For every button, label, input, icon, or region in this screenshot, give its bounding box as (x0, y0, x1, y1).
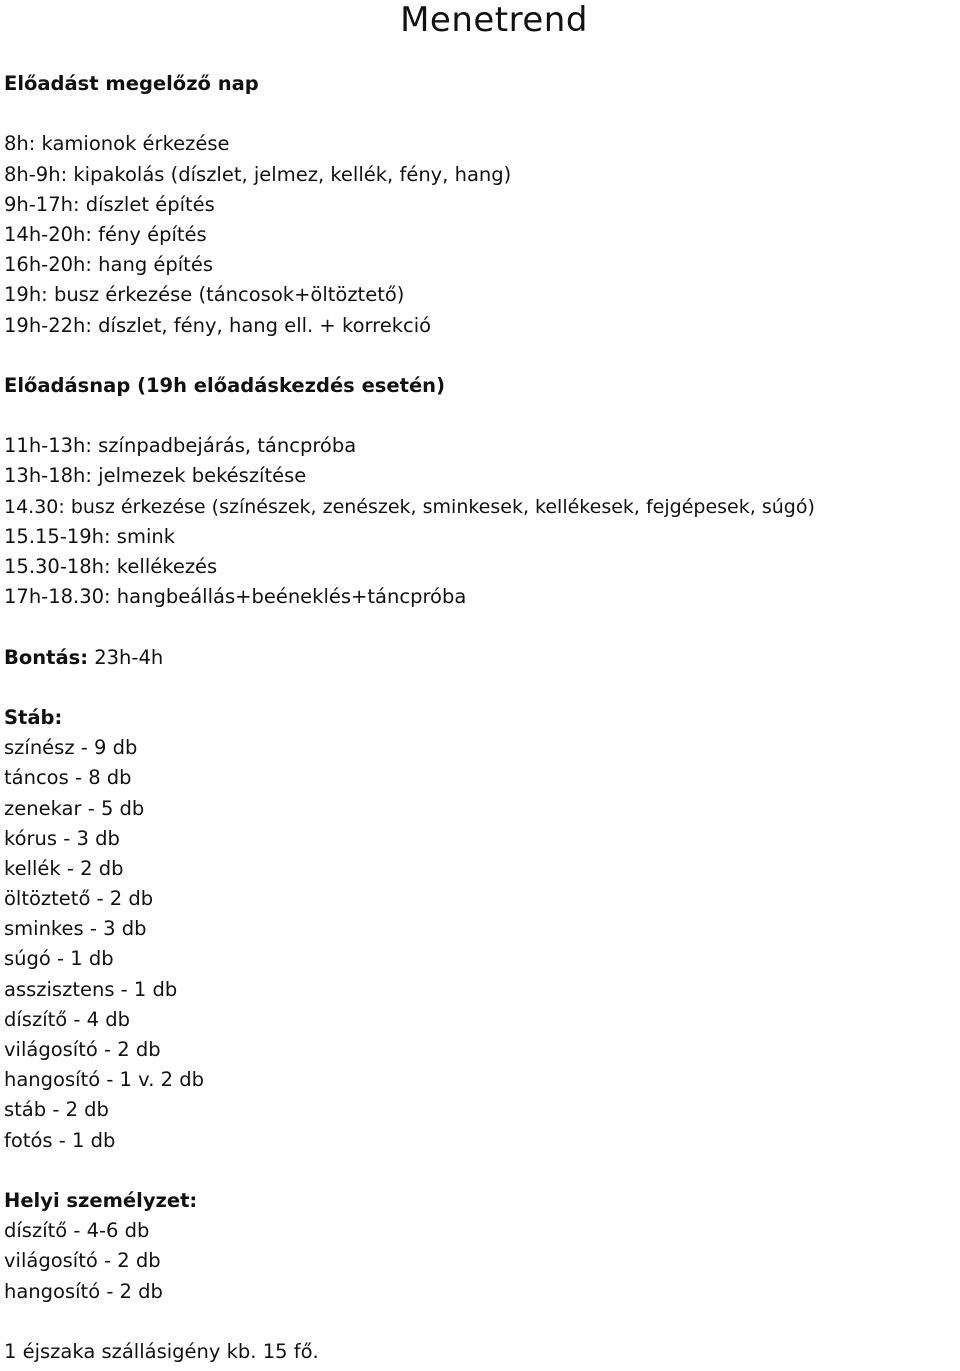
day-before-list (4, 129, 956, 340)
crew-item: színész - 9 db (4, 736, 138, 760)
spacer (4, 401, 956, 431)
spacer (4, 341, 956, 371)
spacer (4, 1156, 956, 1186)
schedule-item: 8h: kamionok érkezése (4, 132, 230, 156)
section-heading-day-before: Előadást megelőző nap (4, 72, 259, 95)
crew-item: öltöztető - 2 db (4, 887, 154, 911)
schedule-item: 17h-18.30: hangbeállás+beéneklés+táncpróba (4, 585, 467, 609)
teardown-value: 23h-4h (88, 645, 164, 669)
crew-item: hangosító - 1 v. 2 db (4, 1068, 204, 1092)
local-staff-item: világosító - 2 db (4, 1249, 161, 1273)
spacer (4, 1307, 956, 1337)
section-heading-crew: Stáb: (4, 705, 63, 729)
crew-item: asszisztens - 1 db (4, 977, 178, 1001)
schedule-item: 15.30-18h: kellékezés (4, 555, 218, 578)
accommodation-note: 1 éjszaka szállásigény kb. 15 fő. (4, 1339, 319, 1363)
schedule-item: 9h-17h: díszlet építés (4, 192, 215, 216)
teardown-label: Bontás: (4, 645, 89, 669)
schedule-item: 14h-20h: fény építés (4, 222, 207, 246)
local-staff-item: díszítő - 4-6 db (4, 1219, 150, 1243)
crew-item: súgó - 1 db (4, 947, 114, 971)
crew-list (4, 733, 956, 1156)
crew-item: fotós - 1 db (4, 1128, 116, 1152)
spacer (4, 673, 956, 703)
spacer (4, 99, 956, 129)
schedule-item: 8h-9h: kipakolás (díszlet, jelmez, kellék, fény, hang) (4, 162, 512, 186)
crew-item: világosító - 2 db (4, 1038, 161, 1061)
schedule-item: 19h: busz érkezése (táncosok+öltöztető) (4, 283, 405, 307)
schedule-document (4, 69, 956, 1367)
section-heading-show-day: Előadásnap (19h előadáskezdés esetén) (4, 373, 445, 397)
local-staff-list (4, 1216, 956, 1307)
crew-item: stáb - 2 db (4, 1098, 109, 1122)
teardown-line (4, 643, 956, 673)
local-staff-item: hangosító - 2 db (4, 1279, 163, 1303)
schedule-item: 19h-22h: díszlet, fény, hang ell. + korrekció (4, 313, 432, 337)
schedule-item: 16h-20h: hang építés (4, 253, 213, 277)
schedule-item: 15.15-19h: smink (4, 524, 176, 548)
schedule-item: 13h-18h: jelmezek bekészítése (4, 464, 307, 488)
schedule-item: 11h-13h: színpadbejárás, táncpróba (4, 434, 357, 458)
spacer (4, 612, 956, 642)
crew-item: kellék - 2 db (4, 856, 124, 880)
crew-item: sminkes - 3 db (4, 917, 147, 941)
crew-item: díszítő - 4 db (4, 1007, 130, 1031)
page-title: Menetrend (400, 0, 588, 40)
crew-item: zenekar - 5 db (4, 796, 145, 820)
crew-item: kórus - 3 db (4, 826, 120, 850)
section-heading-local-staff: Helyi személyzet: (4, 1188, 198, 1212)
schedule-item: 14.30: busz érkezése (színészek, zenészek, sminkesek, kellékesek, fejgépesek, súgó) (4, 495, 815, 518)
crew-item: táncos - 8 db (4, 766, 132, 790)
show-day-list (4, 431, 956, 612)
